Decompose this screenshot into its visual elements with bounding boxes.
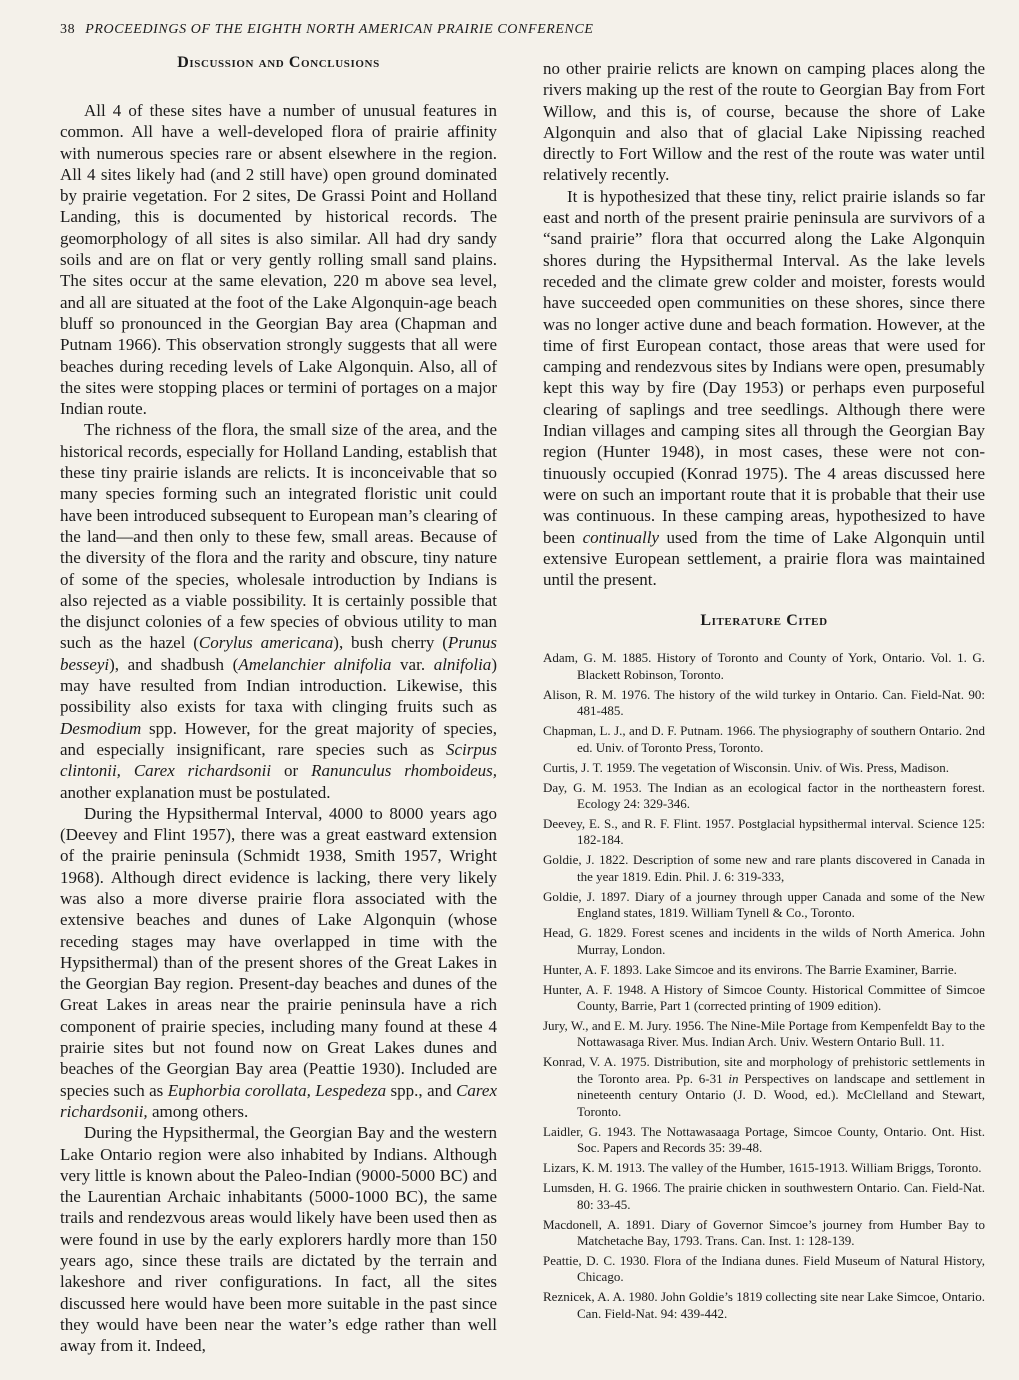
p2-text-h: another explanation must be postulated. (60, 782, 331, 802)
reference-item: Head, G. 1829. Forest scenes and incidents in the wilds of North America. John Murray, London. (543, 925, 985, 957)
p2-variety-alnifolia: alnifolia (433, 654, 492, 674)
page-number: 38 (60, 22, 76, 37)
p3-text-c: among others. (147, 1101, 249, 1121)
reference-item: Lumsden, H. G. 1966. The prairie chicken in southwestern Ontario. Can. Field-Nat. 80: 33-45. (543, 1180, 985, 1212)
reference-list (543, 650, 985, 1322)
p3-species-carex: Carex richardsonii, (60, 1080, 497, 1121)
reference-item: Macdonell, A. 1891. Diary of Governor Simcoe’s journey from Humber Bay to Matchetache Bay, 1793. Trans. Can. Inst. 1: 128-139. (543, 1216, 985, 1248)
reference-item: Lizars, K. M. 1913. The valley of the Humber, 1615-1913. William Briggs, Toronto. (543, 1160, 982, 1176)
section-title-discussion: Discussion and Conclusions (177, 54, 380, 71)
running-header (60, 22, 990, 38)
konrad-text-b: Perspectives on landscape and settlement in nineteenth century Ontario (J. D. Wood, ed.). McClelland and Stewart, Toronto. (577, 1070, 985, 1119)
running-title: PROCEEDINGS OF THE EIGHTH NORTH AMERICAN PRAIRIE CONFERENCE (85, 22, 594, 37)
p6-text-b: used from the time of Lake Algonquin until extensive European settlement, a prairie flora was maintained until the present. (543, 527, 986, 590)
left-column (60, 54, 497, 1357)
reference-item: Chapman, L. J., and D. F. Putnam. 1966. The physiography of southern Ontario. 2nd ed. Univ. of Toronto Press, Toronto. (543, 723, 985, 755)
paragraph-1: All 4 of these sites have a number of unusual features in common. All have a well-developed flora of prairie affinity with numerous species rare or absent elsewhere in the region. All 4 sites likely had (and 2 still have) open ground dominated by prairie vegetation. For 2 sites, De Grassi Point and Holland Landing, this is documented by historical records. The geomorphology of all sites is also similar. All had dry sandy soils and are on flat or very gently rolling small sand plains. The sites occur at the same elevation, 220 m above sea level, and all are situated at the foot of the Lake Algonquin-age beach bluff so pronounced in the Georgian Bay area (Chapman and Putnam 1966). This observation strongly suggests that all were beaches during receding levels of Lake Algonquin. Also, all of the sites were stopping places or termini of portages on a major Indian route. (60, 101, 497, 419)
reference-item: Reznicek, A. A. 1980. John Goldie’s 1819 collecting site near Lake Simcoe, Ontario. Can. Field-Nat. 94: 439-442. (543, 1289, 985, 1321)
konrad-in: in (728, 1070, 739, 1086)
p2-genus-desmodium: Desmodium (60, 718, 142, 738)
konrad-text-a: Konrad, V. A. 1975. Distribution, site and morphology of prehistoric settlements in the Toronto area. Pp. 6-31 (543, 1054, 985, 1086)
reference-item: Hunter, A. F. 1948. A History of Simcoe County. Historical Committee of Simcoe County, Barrie, Part 1 (corrected printing of 1909 edition). (543, 981, 985, 1014)
p2-text-g: or (271, 761, 312, 781)
p3-text-b: spp., and (386, 1080, 457, 1100)
paragraph-6 (543, 186, 985, 591)
reference-item: Curtis, J. T. 1959. The vegetation of Wisconsin. Univ. of Wis. Press, Madison. (543, 759, 950, 775)
p2-text-a: The richness of the flora, the small size of the area, and the historical records, especially for Holland Landing, establish that these tiny prairie islands are relicts. It is inconceivable that so many species forming such an integrated floristic unit could have been introduced subsequent to European man’s clearing of the land—and then only to these few, small areas. Because of the diversity of the flora and the rarity and obscure, tiny nature of some of the species, wholesale introduction by Indians is also rejected as a viable possibility. It is certainly possible that the disjunct colonies of a few species of obvious utility to man such as the hazel ( (60, 420, 497, 653)
p2-text-f: spp. However, for the great majority of species, and especially insignificant, rare species such as (60, 718, 497, 759)
reference-item: Peattie, D. C. 1930. Flora of the Indiana dunes. Field Museum of Natural History, Chicago. (543, 1252, 985, 1285)
p6-text-a: It is hypothesized that these tiny, relict prairie islands so far east and north of the present prairie peninsula are survivors of a “sand prairie” flora that occurred along the Lake Algonquin shores during the Hypsithermal Interval. As the lake levels receded and the climate grew colder and moister, forests would have succeeded open communities on these shores, since there was no longer active dune and beach formation. However, at the time of first European contact, those areas that were used for camping and rendezvous sites by Indians were open, presumably kept this way by fire (Day 1953) or perhaps even purposeful clearing of saplings and tree seedlings. Although there were Indian villages and camping sites all through the Georgian Bay region (Hunter 1948), in most cases, these were not continuously occupied (Konrad 1975). The 4 areas discussed here were on such an important route that it is probable that their use was continuous. In these camping areas, hypothesized to have been (543, 186, 985, 547)
section-title-literature: Literature Cited (700, 612, 828, 630)
p2-text-d: var. (391, 654, 434, 674)
paragraph-5: no other prairie relicts are known on camping places along the rivers making up the rest of the route to Georgian Bay from Fort Willow, and this is, of course, because the shore of Lake Algonquin and also that of glacial Lake Nipissing reached directly to Fort Willow and the rest of the route was water until relatively recently. (543, 59, 985, 185)
reference-item: Adam, G. M. 1885. History of Toronto and County of York, Ontario. Vol. 1. G. Blackett Robinson, Toronto. (543, 650, 985, 682)
reference-item: Goldie, J. 1822. Description of some new and rare plants discovered in Canada in the year 1819. Edin. Phil. J. 6: 319-333, (543, 852, 985, 884)
reference-item: Goldie, J. 1897. Diary of a journey through upper Canada and some of the New England states, 1819. William Tynell & Co., Toronto. (543, 888, 985, 921)
p3-species-euphorbia-lespedeza: Euphorbia corollata, Lespedeza (167, 1080, 387, 1100)
p2-species-hazel: Corylus americana (198, 633, 334, 653)
p2-species-scirpus-carex: Scirpus clintonii, Carex richardsonii (60, 739, 497, 781)
reference-item: Jury, W., and E. M. Jury. 1956. The Nine-Mile Portage from Kempenfeldt Bay to the Nottawasaga River. Mus. Indian Arch. Univ. Western Ontario Bull. 11. (543, 1018, 985, 1050)
paragraph-3 (60, 803, 497, 1122)
reference-item: Alison, R. M. 1976. The history of the wild turkey in Ontario. Can. Field-Nat. 90: 481-485. (543, 686, 985, 719)
p2-species-ranunculus: Ranunculus rhomboideus, (311, 761, 497, 781)
p6-emphasis-continually: continually (582, 527, 660, 547)
p2-species-amelanchier: Amelanchier alnifolia (238, 654, 392, 674)
reference-item: Hunter, A. F. 1893. Lake Simcoe and its environs. The Barrie Examiner, Barrie. (543, 961, 957, 977)
p2-text-e: ) may have resulted from Indian introduction. Likewise, this possibility also exists for taxa with clinging fruits such as (60, 654, 497, 717)
p2-species-prunus: Prunus besseyi (60, 633, 497, 674)
reference-item: Laidler, G. 1943. The Nottawasaaga Portage, Simcoe County, Ontario. Ont. Hist. Soc. Papers and Records 35: 39-48. (543, 1123, 985, 1156)
reference-item: Deevey, E. S., and R. F. Flint. 1957. Postglacial hypsithermal interval. Science 125: 182-184. (543, 816, 985, 848)
p2-text-c: ), and shadbush ( (109, 654, 239, 674)
p2-text-b: ), bush cherry ( (333, 633, 448, 653)
paragraph-4: During the Hypsithermal, the Georgian Bay and the western Lake Ontario region were also inhabited by Indians. Although very little is known about the Paleo-Indian (9000-5000 BC) and the Laurentian Archaic inhabitants (5000-1000 BC), the same trails and rendezvous areas would likely have been used then as were found in use by the early explorers hardly more than 150 years ago, since these trails are dictated by the terrain and lakeshore and river configurations. In fact, all the sites discussed here would have been more suitable in the past since they would have been near the water’s edge rather than well away from it. Indeed, (60, 1123, 497, 1356)
p3-text-a: During the Hypsithermal Interval, 4000 to 8000 years ago (Deevey and Flint 1957), there was a great eastward extension of the prairie peninsula (Schmidt 1938, Smith 1957, Wright 1968). Although direct evidence is lacking, there very likely was also a more diverse prairie flora associated with the extensive beaches and dunes of Lake Algonquin (whose receding stages may have overlapped in time with the Hypsithermal) than of the present shores of the Great Lakes in the Georgian Bay region. Present-day beaches and dunes of the Great Lakes in areas near the prairie peninsula have a rich component of prairie species, including many found at these 4 prairie sites but not found now on Great Lakes dunes and beaches of the Georgian Bay area (Peattie 1930). Included are species such as (60, 803, 497, 1100)
paragraph-2 (60, 419, 497, 802)
right-column (543, 54, 985, 1326)
reference-item: Day, G. M. 1953. The Indian as an ecological factor in the northeastern forest. Ecology 24: 329-346. (543, 779, 985, 812)
reference-item-konrad (543, 1054, 985, 1120)
